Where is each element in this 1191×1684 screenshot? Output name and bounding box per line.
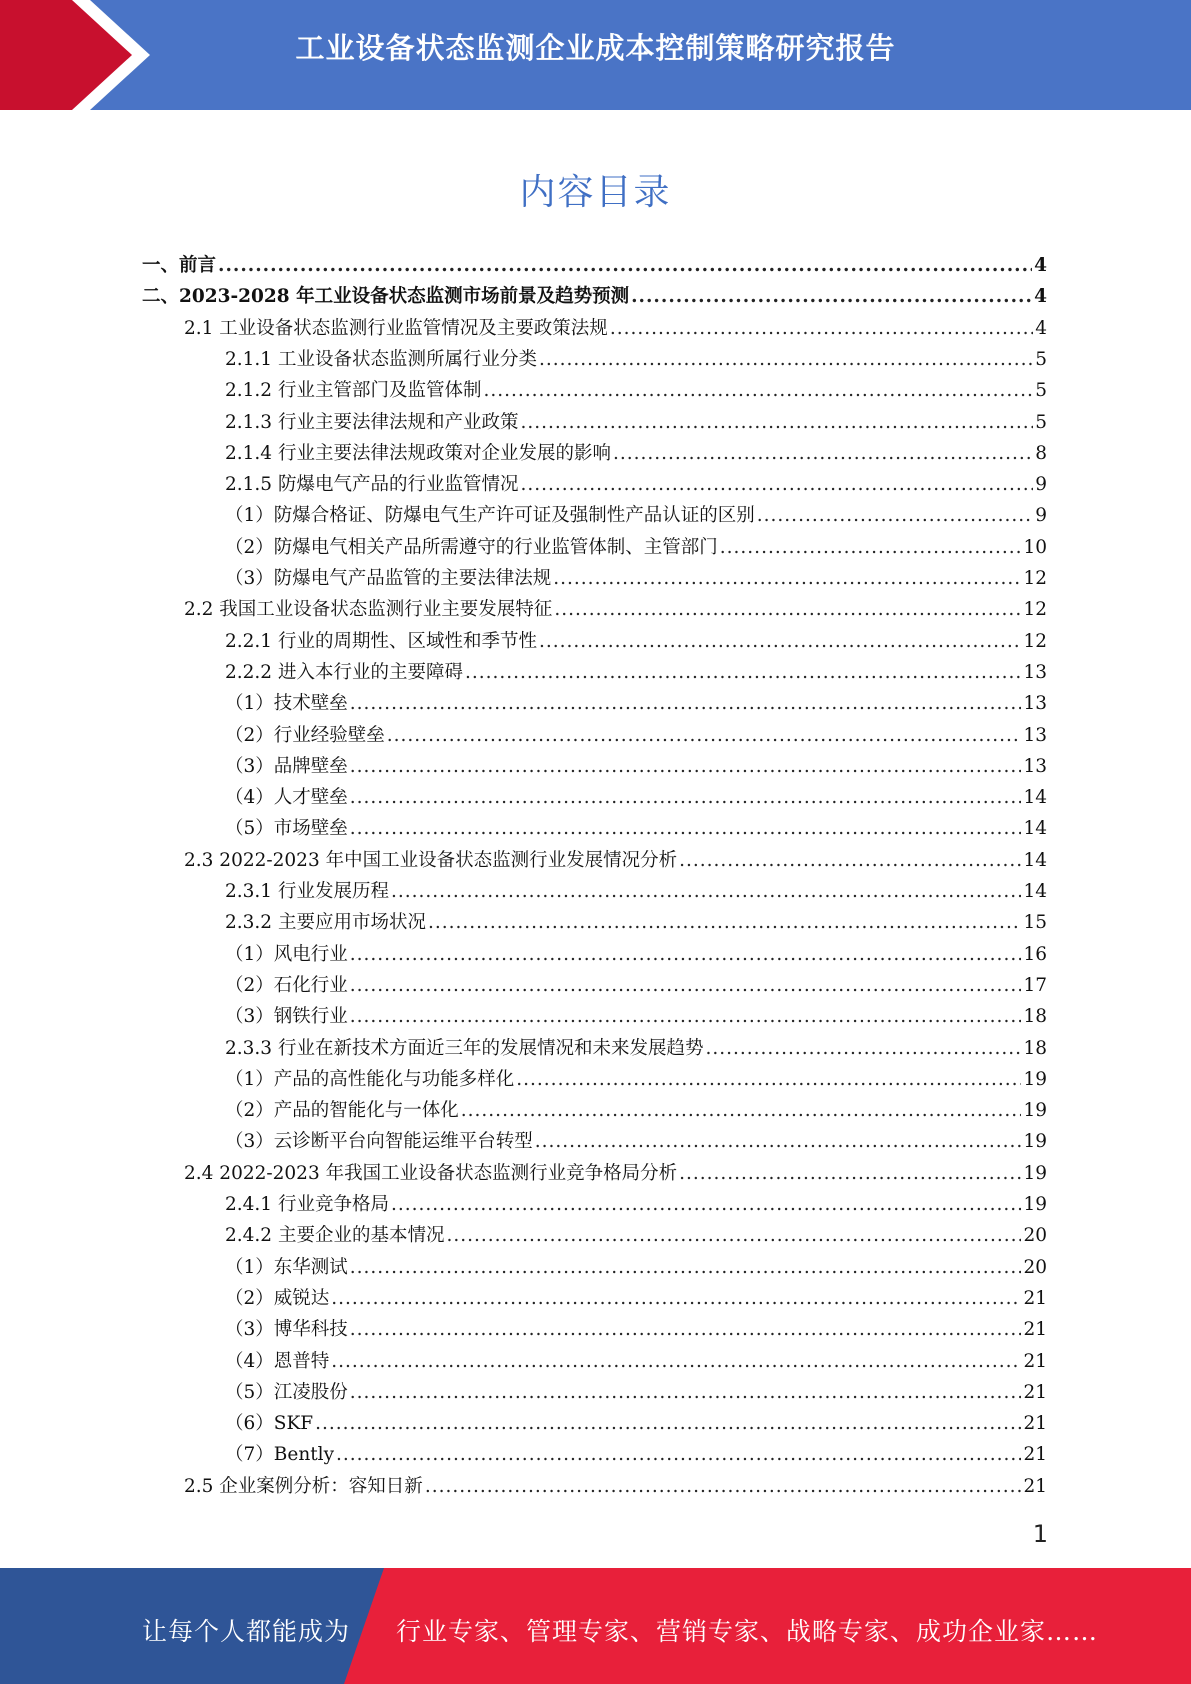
toc-entry[interactable] <box>225 1099 1047 1123</box>
toc-entry-label: （2）行业经验壁垒 <box>225 725 385 746</box>
toc-entry[interactable] <box>225 1130 1047 1154</box>
toc-entry[interactable] <box>184 849 1047 873</box>
toc-leader-dots <box>539 348 1033 372</box>
toc-entry-page: 5 <box>1035 412 1047 433</box>
toc-entry-label: 2.4.2 主要企业的基本情况 <box>225 1225 445 1246</box>
toc-leader-dots <box>218 254 1032 278</box>
toc-leader-dots <box>446 1224 1021 1248</box>
toc-entry[interactable] <box>225 348 1047 372</box>
page-number: 1 <box>1032 1520 1048 1548</box>
toc-entry-page: 10 <box>1023 537 1047 558</box>
toc-entry-label: （2）威锐达 <box>225 1288 330 1309</box>
toc-entry[interactable] <box>225 880 1047 904</box>
page-footer <box>0 1568 1191 1684</box>
toc-entry-page: 4 <box>1035 318 1047 339</box>
toc-entry-page: 13 <box>1023 662 1047 683</box>
toc-entry-label: （1）东华测试 <box>225 1257 348 1278</box>
toc-entry-label: 2.5 企业案例分析：容知日新 <box>184 1476 423 1497</box>
toc-entry[interactable] <box>225 1443 1047 1467</box>
toc-entry-page: 21 <box>1023 1319 1047 1340</box>
toc-entry-page: 18 <box>1023 1038 1047 1059</box>
toc-entry-label: （3）博华科技 <box>225 1319 348 1340</box>
toc-entry-label: 2.3.1 行业发展历程 <box>225 881 389 902</box>
toc-entry[interactable] <box>225 1412 1047 1436</box>
toc-entry[interactable] <box>225 536 1047 560</box>
toc-entry[interactable] <box>184 598 1047 622</box>
toc-leader-dots <box>350 974 1022 998</box>
toc-leader-dots <box>483 379 1033 403</box>
toc-heading: 内容目录 <box>519 172 672 213</box>
toc-leader-dots <box>679 1162 1021 1186</box>
toc-leader-dots <box>331 1350 1021 1374</box>
toc-entry-page: 15 <box>1023 912 1047 933</box>
toc-entry-page: 19 <box>1023 1069 1047 1090</box>
toc-leader-dots <box>391 880 1021 904</box>
toc-entry-page: 14 <box>1023 818 1047 839</box>
toc-entry-page: 19 <box>1023 1131 1047 1152</box>
toc-entry[interactable] <box>225 504 1047 528</box>
toc-entry-label: 2.2.2 进入本行业的主要障碍 <box>225 662 463 683</box>
toc-entry[interactable] <box>225 786 1047 810</box>
toc-entry-label: （2）产品的智能化与一体化 <box>225 1100 459 1121</box>
toc-entry[interactable] <box>225 1193 1047 1217</box>
toc-entry[interactable] <box>225 379 1047 403</box>
toc-entry-page: 8 <box>1035 443 1047 464</box>
toc-entry[interactable] <box>225 974 1047 998</box>
toc-leader-dots <box>613 442 1033 466</box>
toc-leader-dots <box>535 1130 1022 1154</box>
toc-entry-page: 9 <box>1035 505 1047 526</box>
toc-entry-label: （1）技术壁垒 <box>225 693 348 714</box>
toc-leader-dots <box>520 411 1033 435</box>
report-title: 工业设备状态监测企业成本控制策略研究报告 <box>295 31 896 65</box>
toc-entry-label: （3）云诊断平台向智能运维平台转型 <box>225 1131 533 1152</box>
toc-leader-dots <box>350 1005 1022 1029</box>
toc-entry[interactable] <box>225 1224 1047 1248</box>
toc-entry-label: （1）风电行业 <box>225 944 348 965</box>
toc-leader-dots <box>391 1193 1021 1217</box>
toc-entry-label: 2.3 2022-2023 年中国工业设备状态监测行业发展情况分析 <box>184 850 678 871</box>
toc-entry[interactable] <box>184 1475 1047 1499</box>
toc-entry-page: 18 <box>1023 1006 1047 1027</box>
toc-leader-dots <box>350 1381 1022 1405</box>
page-header <box>0 0 1191 110</box>
toc-entry[interactable] <box>225 473 1047 497</box>
toc-entry[interactable] <box>225 630 1047 654</box>
toc-entry[interactable] <box>225 1350 1047 1374</box>
toc-entry[interactable] <box>225 1287 1047 1311</box>
toc-entry-label: 二、2023-2028 年工业设备状态监测市场前景及趋势预测 <box>142 286 630 307</box>
toc-leader-dots <box>720 536 1022 560</box>
toc-entry-label: （5）江凌股份 <box>225 1382 348 1403</box>
toc-entry-page: 20 <box>1023 1225 1047 1246</box>
toc-entry-label: （5）市场壁垒 <box>225 818 348 839</box>
toc-entry[interactable] <box>225 1256 1047 1280</box>
toc-leader-dots <box>705 1037 1021 1061</box>
toc-leader-dots <box>610 317 1033 341</box>
toc-leader-dots <box>520 473 1033 497</box>
toc-leader-dots <box>315 1412 1021 1436</box>
toc-entry-page: 13 <box>1023 756 1047 777</box>
toc-entry-page: 13 <box>1023 725 1047 746</box>
toc-entry-page: 21 <box>1023 1351 1047 1372</box>
toc-leader-dots <box>757 504 1033 528</box>
toc-entry-label: 2.1.2 行业主管部门及监管体制 <box>225 380 482 401</box>
toc-leader-dots <box>350 786 1022 810</box>
toc-entry-label: （3）防爆电气产品监管的主要法律法规 <box>225 568 552 589</box>
toc-entry-label: （1）防爆合格证、防爆电气生产许可证及强制性产品认证的区别 <box>225 505 755 526</box>
toc-entry-page: 5 <box>1035 380 1047 401</box>
toc-entry-page: 5 <box>1035 349 1047 370</box>
toc-leader-dots <box>350 943 1022 967</box>
toc-leader-dots <box>350 692 1022 716</box>
toc-entry-page: 14 <box>1023 787 1047 808</box>
toc-entry-label: （2）石化行业 <box>225 975 348 996</box>
toc-entry-label: （3）钢铁行业 <box>225 1006 348 1027</box>
toc-leader-dots <box>679 849 1021 873</box>
toc-leader-dots <box>553 567 1021 591</box>
toc-entry[interactable] <box>225 817 1047 841</box>
toc-entry-page: 19 <box>1023 1163 1047 1184</box>
toc-entry-page: 19 <box>1023 1100 1047 1121</box>
toc-entry-page: 14 <box>1023 850 1047 871</box>
toc-entry-label: （2）防爆电气相关产品所需遵守的行业监管体制、主管部门 <box>225 537 718 558</box>
toc-leader-dots <box>425 1475 1022 1499</box>
toc-entry[interactable] <box>225 692 1047 716</box>
toc-entry-label: （4）人才壁垒 <box>225 787 348 808</box>
toc-entry[interactable] <box>225 1318 1047 1342</box>
toc-entry-label: 2.1.4 行业主要法律法规政策对企业发展的影响 <box>225 443 611 464</box>
footer-slogan-left: 让每个人都能成为 <box>142 1617 351 1646</box>
toc-entry-label: 2.1 工业设备状态监测行业监管情况及主要政策法规 <box>184 318 608 339</box>
toc-entry-page: 12 <box>1023 631 1047 652</box>
toc-entry-page: 4 <box>1034 255 1047 276</box>
toc-leader-dots <box>350 1318 1022 1342</box>
toc-entry-page: 21 <box>1023 1476 1047 1497</box>
toc-entry[interactable] <box>225 1381 1047 1405</box>
toc-entry[interactable] <box>225 567 1047 591</box>
toc-leader-dots <box>631 285 1032 309</box>
toc-entry-label: 2.2 我国工业设备状态监测行业主要发展特征 <box>184 599 553 620</box>
toc-entry-label: 2.2.1 行业的周期性、区域性和季节性 <box>225 631 537 652</box>
toc-leader-dots <box>461 1099 1022 1123</box>
toc-entry-page: 12 <box>1023 599 1047 620</box>
toc-leader-dots <box>336 1443 1021 1467</box>
toc-entry-label: 2.1.3 行业主要法律法规和产业政策 <box>225 412 519 433</box>
toc-entry-page: 19 <box>1023 1194 1047 1215</box>
toc-entry-page: 21 <box>1023 1413 1047 1434</box>
toc-entry-page: 9 <box>1035 474 1047 495</box>
toc-leader-dots <box>539 630 1021 654</box>
toc-leader-dots <box>331 1287 1021 1311</box>
toc-entry[interactable] <box>225 411 1047 435</box>
toc-leader-dots <box>350 755 1022 779</box>
toc-entry-page: 17 <box>1023 975 1047 996</box>
footer-slogan-right: 行业专家、管理专家、营销专家、战略专家、成功企业家…… <box>396 1617 1099 1646</box>
toc-entry-page: 4 <box>1034 286 1047 307</box>
toc-entry-label: 2.3.3 行业在新技术方面近三年的发展情况和未来发展趋势 <box>225 1038 704 1059</box>
toc-entry[interactable] <box>225 1005 1047 1029</box>
toc-entry[interactable] <box>184 317 1047 341</box>
toc-entry-page: 20 <box>1023 1257 1047 1278</box>
toc-entry-label: 2.4.1 行业竞争格局 <box>225 1194 389 1215</box>
toc-entry-label: 2.3.2 主要应用市场状况 <box>225 912 426 933</box>
toc-entry[interactable] <box>225 661 1047 685</box>
toc-entry-label: 2.1.5 防爆电气产品的行业监管情况 <box>225 474 519 495</box>
toc-entry-label: （4）恩普特 <box>225 1351 330 1372</box>
toc-entry-page: 21 <box>1023 1382 1047 1403</box>
toc-entry-label: 2.1.1 工业设备状态监测所属行业分类 <box>225 349 537 370</box>
toc-entry[interactable] <box>225 1037 1047 1061</box>
toc-entry[interactable] <box>225 1068 1047 1092</box>
toc-entry-label: 2.4 2022-2023 年我国工业设备状态监测行业竞争格局分析 <box>184 1163 678 1184</box>
toc-entry-page: 12 <box>1023 568 1047 589</box>
toc-entry-page: 16 <box>1023 944 1047 965</box>
toc-entry[interactable] <box>184 1162 1047 1186</box>
toc-entry[interactable] <box>142 285 1047 309</box>
toc-leader-dots <box>516 1068 1021 1092</box>
toc-entry[interactable] <box>225 943 1047 967</box>
toc-entry-page: 21 <box>1023 1288 1047 1309</box>
toc-entry-page: 14 <box>1023 881 1047 902</box>
toc-entry-label: （6）SKF <box>225 1413 314 1434</box>
toc-entry-label: 一、前言 <box>142 255 217 276</box>
toc-entry[interactable] <box>142 254 1047 278</box>
toc-entry-page: 21 <box>1023 1444 1047 1465</box>
toc-entry[interactable] <box>225 755 1047 779</box>
toc-leader-dots <box>465 661 1021 685</box>
toc-entry-label: （7）Bently <box>225 1444 335 1465</box>
toc-leader-dots <box>350 1256 1022 1280</box>
toc-entry[interactable] <box>225 724 1047 748</box>
toc-leader-dots <box>554 598 1021 622</box>
toc-entry[interactable] <box>225 442 1047 466</box>
toc-leader-dots <box>350 817 1022 841</box>
toc-leader-dots <box>428 911 1021 935</box>
toc-entry-label: （3）品牌壁垒 <box>225 756 348 777</box>
toc-entry[interactable] <box>225 911 1047 935</box>
toc-entry-page: 13 <box>1023 693 1047 714</box>
toc-leader-dots <box>387 724 1022 748</box>
toc-entry-label: （1）产品的高性能化与功能多样化 <box>225 1069 515 1090</box>
